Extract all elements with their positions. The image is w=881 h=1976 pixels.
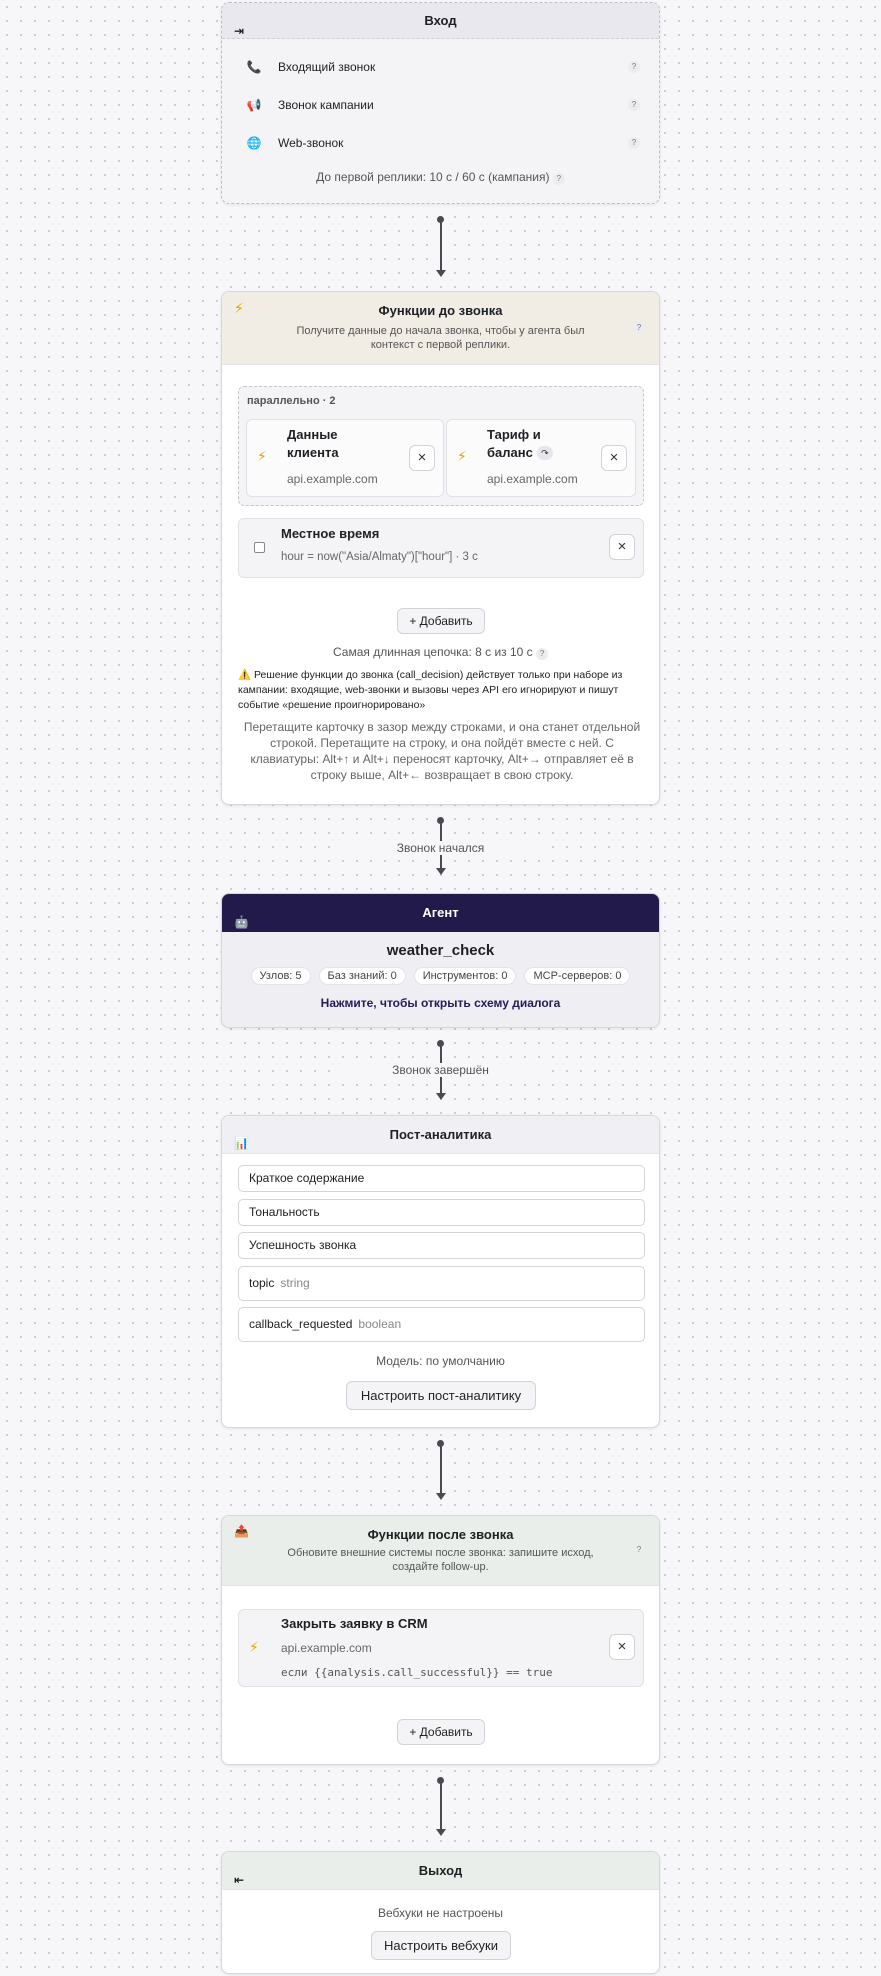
agent-header	[222, 894, 659, 932]
entry-icon: ⇥	[234, 24, 245, 38]
agent-title: Агент	[422, 905, 459, 920]
robot-icon: 🤖	[234, 915, 249, 929]
lightning-icon: ⚡	[257, 448, 267, 464]
entry-item-label: Web-звонок	[278, 136, 344, 150]
analytics-field[interactable]	[238, 1307, 645, 1342]
analytics-field[interactable]	[238, 1199, 645, 1226]
function-host: api.example.com	[287, 472, 378, 486]
agent-name: weather_check	[386, 942, 495, 959]
function-condition: если {{analysis.call_successful}} == true	[281, 1666, 553, 1679]
analytics-field[interactable]	[238, 1232, 645, 1259]
function-title: Местное время	[281, 526, 380, 541]
remove-function-button[interactable]: ×	[601, 445, 627, 471]
parallel-group[interactable]	[238, 386, 644, 506]
analytics-model: Модель: по умолчанию	[376, 1354, 505, 1368]
postcall-subtitle: Обновите внешние системы после звонка: запишите исход, создайте follow-up.	[287, 1547, 594, 1573]
function-host: api.example.com	[487, 472, 578, 486]
exit-card	[221, 1851, 660, 1974]
function-host: api.example.com	[281, 1641, 372, 1655]
agent-stat-tools: Инструментов: 0	[414, 967, 517, 985]
megaphone-icon: 📢	[246, 98, 262, 112]
remove-function-button[interactable]: ×	[609, 1634, 635, 1660]
analytics-field-name: callback_requested	[249, 1317, 353, 1331]
postcall-functions-card	[221, 1515, 660, 1765]
help-icon[interactable]: ?	[553, 173, 565, 185]
function-expression: hour = now("Asia/Almaty")["hour"] · 3 с	[281, 551, 478, 563]
function-title	[487, 426, 587, 462]
precall-functions-card	[221, 291, 660, 805]
precall-subtitle: Получите данные до начала звонка, чтобы у агента был контекст с первой реплики.	[296, 325, 585, 351]
connector-arrow	[436, 868, 446, 875]
help-icon[interactable]: ?	[628, 99, 640, 111]
lightning-icon: ⚡	[457, 448, 467, 464]
parallel-group-label: параллельно · 2	[247, 395, 336, 407]
exit-icon: ⇤	[234, 1873, 245, 1887]
help-icon[interactable]: ?	[628, 61, 640, 73]
webhooks-status: Вебхуки не настроены	[377, 1906, 503, 1920]
agent-stat-knowledge-bases: Баз знаний: 0	[319, 967, 406, 985]
outbox-icon: 📤	[234, 1524, 249, 1538]
entry-header	[222, 3, 659, 39]
connector-line	[440, 1780, 442, 1830]
analytics-field[interactable]	[238, 1266, 645, 1301]
agent-stats	[222, 967, 659, 985]
connector-arrow	[436, 1493, 446, 1500]
entry-item-campaign[interactable]	[246, 95, 640, 115]
function-title: Данные клиента	[287, 427, 339, 460]
entry-title: Вход	[424, 13, 457, 28]
add-function-button[interactable]: + Добавить	[397, 1719, 485, 1745]
function-card-local-time[interactable]	[238, 518, 644, 578]
postcall-title: Функции после звонка	[367, 1527, 514, 1542]
connector-arrow	[436, 1093, 446, 1100]
entry-card	[221, 2, 660, 204]
configure-webhooks-button[interactable]: Настроить вебхуки	[371, 1931, 511, 1960]
help-icon[interactable]: ?	[536, 648, 548, 660]
entry-item-web[interactable]	[246, 133, 640, 153]
call-decision-warning: ⚠️ Решение функции до звонка (call_decision) действует только при наборе из кампании: входящие, web-звонки и вызовы через API его игнорируют и пишут событие «решение проигнорировано»	[238, 669, 623, 711]
function-card-close-crm[interactable]	[238, 1609, 644, 1687]
checkbox-icon[interactable]	[254, 542, 265, 553]
function-title: Закрыть заявку в CRM	[281, 1616, 428, 1631]
connector-line	[440, 1443, 442, 1495]
longest-chain	[222, 645, 659, 660]
chart-icon: 📊	[234, 1136, 249, 1150]
lightning-icon: ⚡	[234, 300, 244, 316]
help-icon[interactable]: ?	[628, 137, 640, 149]
call-ended-label: Звонок завершён	[340, 1063, 541, 1077]
post-analytics-title: Пост-аналитика	[389, 1127, 492, 1142]
analytics-field-type: boolean	[358, 1317, 402, 1331]
connector-arrow	[436, 1829, 446, 1836]
first-reply-timeout-text: До первой реплики: 10 с / 60 с (кампания)	[316, 170, 550, 184]
function-card-tariff-balance[interactable]	[446, 419, 636, 497]
exit-title: Выход	[418, 1863, 463, 1878]
analytics-field[interactable]	[238, 1165, 645, 1192]
agent-stat-nodes: Узлов: 5	[251, 967, 311, 985]
connector-line	[440, 219, 442, 271]
remove-function-button[interactable]: ×	[609, 534, 635, 560]
phone-icon: 📞	[246, 60, 262, 74]
open-dialog-schema-link[interactable]: Нажмите, чтобы открыть схему диалога	[320, 996, 561, 1010]
entry-item-label: Входящий звонок	[278, 60, 376, 74]
entry-item-label: Звонок кампании	[278, 98, 374, 112]
analytics-field-name: Успешность звонка	[249, 1238, 357, 1252]
lightning-icon: ⚡	[249, 1639, 259, 1655]
help-icon[interactable]: ?	[633, 322, 645, 334]
refresh-icon: ↷	[537, 446, 553, 460]
call-started-label: Звонок начался	[340, 841, 541, 855]
configure-post-analytics-button[interactable]: Настроить пост-аналитику	[346, 1381, 536, 1410]
precall-title: Функции до звонка	[378, 303, 503, 318]
exit-header	[222, 1852, 659, 1890]
longest-chain-text: Самая длинная цепочка: 8 с из 10 с	[332, 645, 533, 659]
drag-hint: Перетащите карточку в зазор между строками, и она станет отдельной строкой. Перетащите на строку, и она пойдёт вместе с ней. С клавиатуры: Alt+↑ и Alt+↓ переносят карточку, Alt+→ отправляет её в строку выше, Alt+← возвращает в свою строку.	[243, 720, 641, 782]
analytics-field-name: Тональность	[249, 1205, 320, 1219]
post-analytics-header	[222, 1116, 659, 1154]
function-card-client-data[interactable]	[246, 419, 444, 497]
agent-stat-mcp-servers: MCP-серверов: 0	[524, 967, 630, 985]
connector-arrow	[436, 270, 446, 277]
globe-icon: 🌐	[246, 136, 262, 150]
agent-card[interactable]	[221, 893, 660, 1028]
entry-item-inbound[interactable]	[246, 57, 640, 77]
analytics-field-name: topic	[249, 1276, 275, 1290]
postcall-header	[222, 1516, 659, 1586]
analytics-field-name: Краткое содержание	[249, 1171, 365, 1185]
help-icon[interactable]: ?	[633, 1544, 645, 1556]
precall-header	[222, 292, 659, 365]
analytics-field-type: string	[280, 1276, 310, 1290]
first-reply-timeout	[222, 170, 659, 185]
post-analytics-card	[221, 1115, 660, 1428]
remove-function-button[interactable]: ×	[409, 445, 435, 471]
function-title-text: Тариф и баланс	[487, 427, 541, 460]
add-function-button[interactable]: + Добавить	[397, 608, 485, 634]
